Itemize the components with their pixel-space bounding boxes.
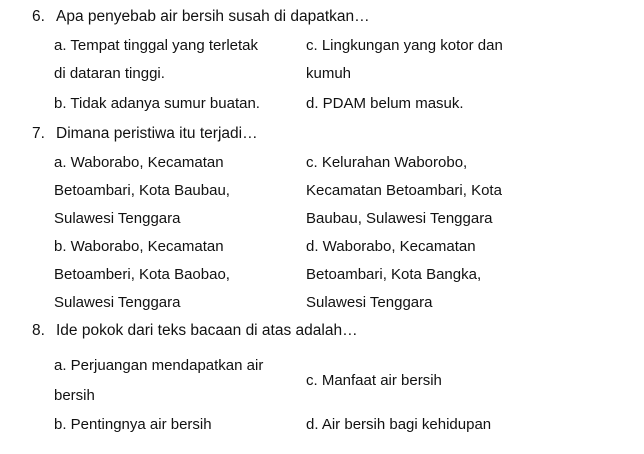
option-line: b. Pentingnya air bersih [54,416,212,433]
option-d [306,238,481,322]
question-6 [32,8,370,26]
option-line: Sulawesi Tenggara [306,294,433,311]
option-a [54,154,230,238]
option-line: a. Perjuangan mendapatkan air [54,357,264,374]
option-line: di dataran tinggi. [54,65,165,82]
question-number: 8. [32,322,45,339]
option-line: d. Waborabo, Kecamatan [306,238,476,255]
option-line: Betoambari, Kota Bangka, [306,266,482,283]
option-a [54,37,258,93]
option-d [306,416,491,444]
option-line: b. Waborabo, Kecamatan [54,238,224,255]
question-text: Apa penyebab air bersih susah di dapatkan… [56,8,370,25]
option-b [54,238,230,322]
question-number: 6. [32,8,45,25]
option-line: Betoambari, Kota Baubau, [54,182,230,199]
option-line: d. PDAM belum masuk. [306,95,464,112]
option-line: Betoamberi, Kota Baobao, [54,266,230,283]
option-b [54,95,260,123]
option-line: d. Air bersih bagi kehidupan [306,416,492,433]
question-7 [32,125,258,143]
question-text: Dimana peristiwa itu terjadi… [56,125,258,142]
option-c [306,372,442,400]
option-line: Baubau, Sulawesi Tenggara [306,210,493,227]
question-text: Ide pokok dari teks bacaan di atas adalah… [56,322,358,339]
option-line: kumuh [306,65,352,82]
option-a [54,357,263,415]
option-b [54,416,212,444]
option-line: a. Waborabo, Kecamatan [54,154,224,171]
option-line: Kecamatan Betoambari, Kota [306,182,502,199]
option-line: c. Manfaat air bersih [306,372,442,389]
option-c [306,154,502,238]
option-line: bersih [54,387,95,404]
option-d [306,95,464,123]
question-number: 7. [32,125,45,142]
option-line: Sulawesi Tenggara [54,210,181,227]
option-line: c. Lingkungan yang kotor dan [306,37,503,54]
option-line: c. Kelurahan Waborobo, [306,154,468,171]
option-line: Sulawesi Tenggara [54,294,181,311]
question-8 [32,322,358,340]
option-c [306,37,503,93]
option-line: b. Tidak adanya sumur buatan. [54,95,260,112]
option-line: a. Tempat tinggal yang terletak [54,37,259,54]
